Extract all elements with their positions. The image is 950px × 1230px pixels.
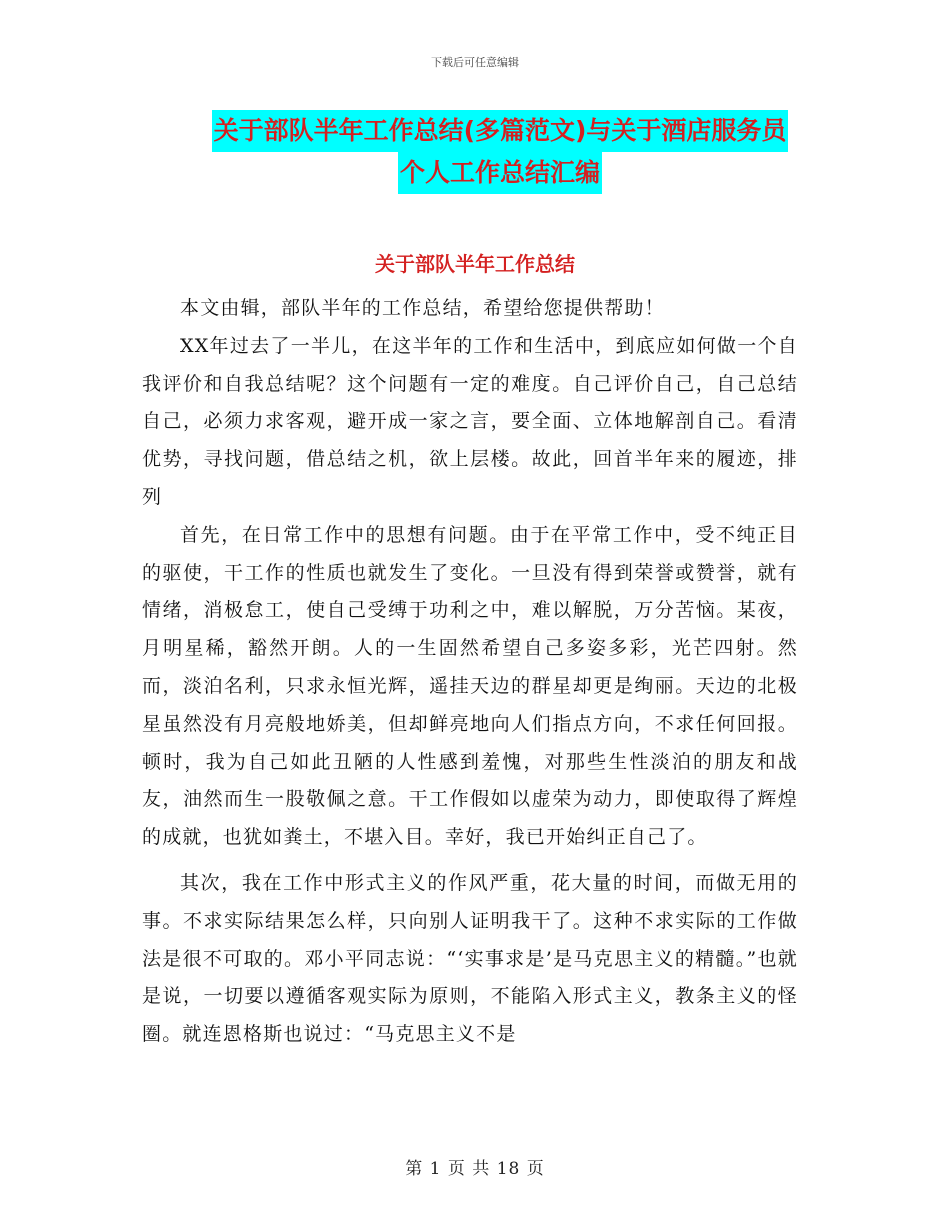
document-title <box>140 110 860 194</box>
section-title: 关于部队半年工作总结 <box>375 252 575 276</box>
body-text <box>142 290 798 1054</box>
header-note: 下载后可任意编辑 <box>431 56 519 69</box>
document-title-line-2: 个人工作总结汇编 <box>398 152 602 194</box>
paragraph-intro: 本文由辑，部队半年的工作总结，希望给您提供帮助！ <box>180 297 665 319</box>
document-title-line-1: 关于部队半年工作总结(多篇范文)与关于酒店服务员 <box>212 110 789 152</box>
paragraph-1: XX年过去了一半儿，在这半年的工作和生活中，到底应如何做一个自我评价和自我总结呢？这个问题有一定的难度。自己评价自己，自己总结自己，必须力求客观，避开成一家之言，要全面、立体地解剖自己。看清优势，寻找问题，借总结之机，欲上层楼。故此，回首半年来的履迹，排列 <box>142 334 798 508</box>
paragraph-3: 其次，我在工作中形式主义的作风严重，花大量的时间，而做无用的事。不求实际结果怎么样，只向别人证明我干了。这种不求实际的工作做法是很不可取的。邓小平同志说：“‘实事求是’是马克思主义的精髓。”也就是说，一切要以遵循客观实际为原则，不能陷入形式主义，教条主义的怪圈。就连恩格斯也说过：“马克思主义不是 <box>142 871 798 1046</box>
page-footer: 第 1 页 共 18 页 <box>405 1159 545 1179</box>
paragraph-2: 首先，在日常工作中的思想有问题。由于在平常工作中，受不纯正目的驱使，干工作的性质也就发生了变化。一旦没有得到荣誉或赞誉，就有情绪，消极怠工，使自己受缚于功利之中，难以解脱，万分苦恼。某夜，月明星稀，豁然开朗。人的一生固然希望自己多姿多彩，光芒四射。然而，淡泊名利，只求永恒光辉，遥挂天边的群星却更是绚丽。天边的北极星虽然没有月亮般地娇美，但却鲜亮地向人们指点方向，不求任何回报。顿时，我为自己如此丑陋的人性感到羞愧，对那些生性淡泊的朋友和战友，油然而生一股敬佩之意。干工作假如以虚荣为动力，即使取得了辉煌的成就，也犹如粪土，不堪入目。幸好，我已开始纠正自己了。 <box>142 523 798 849</box>
